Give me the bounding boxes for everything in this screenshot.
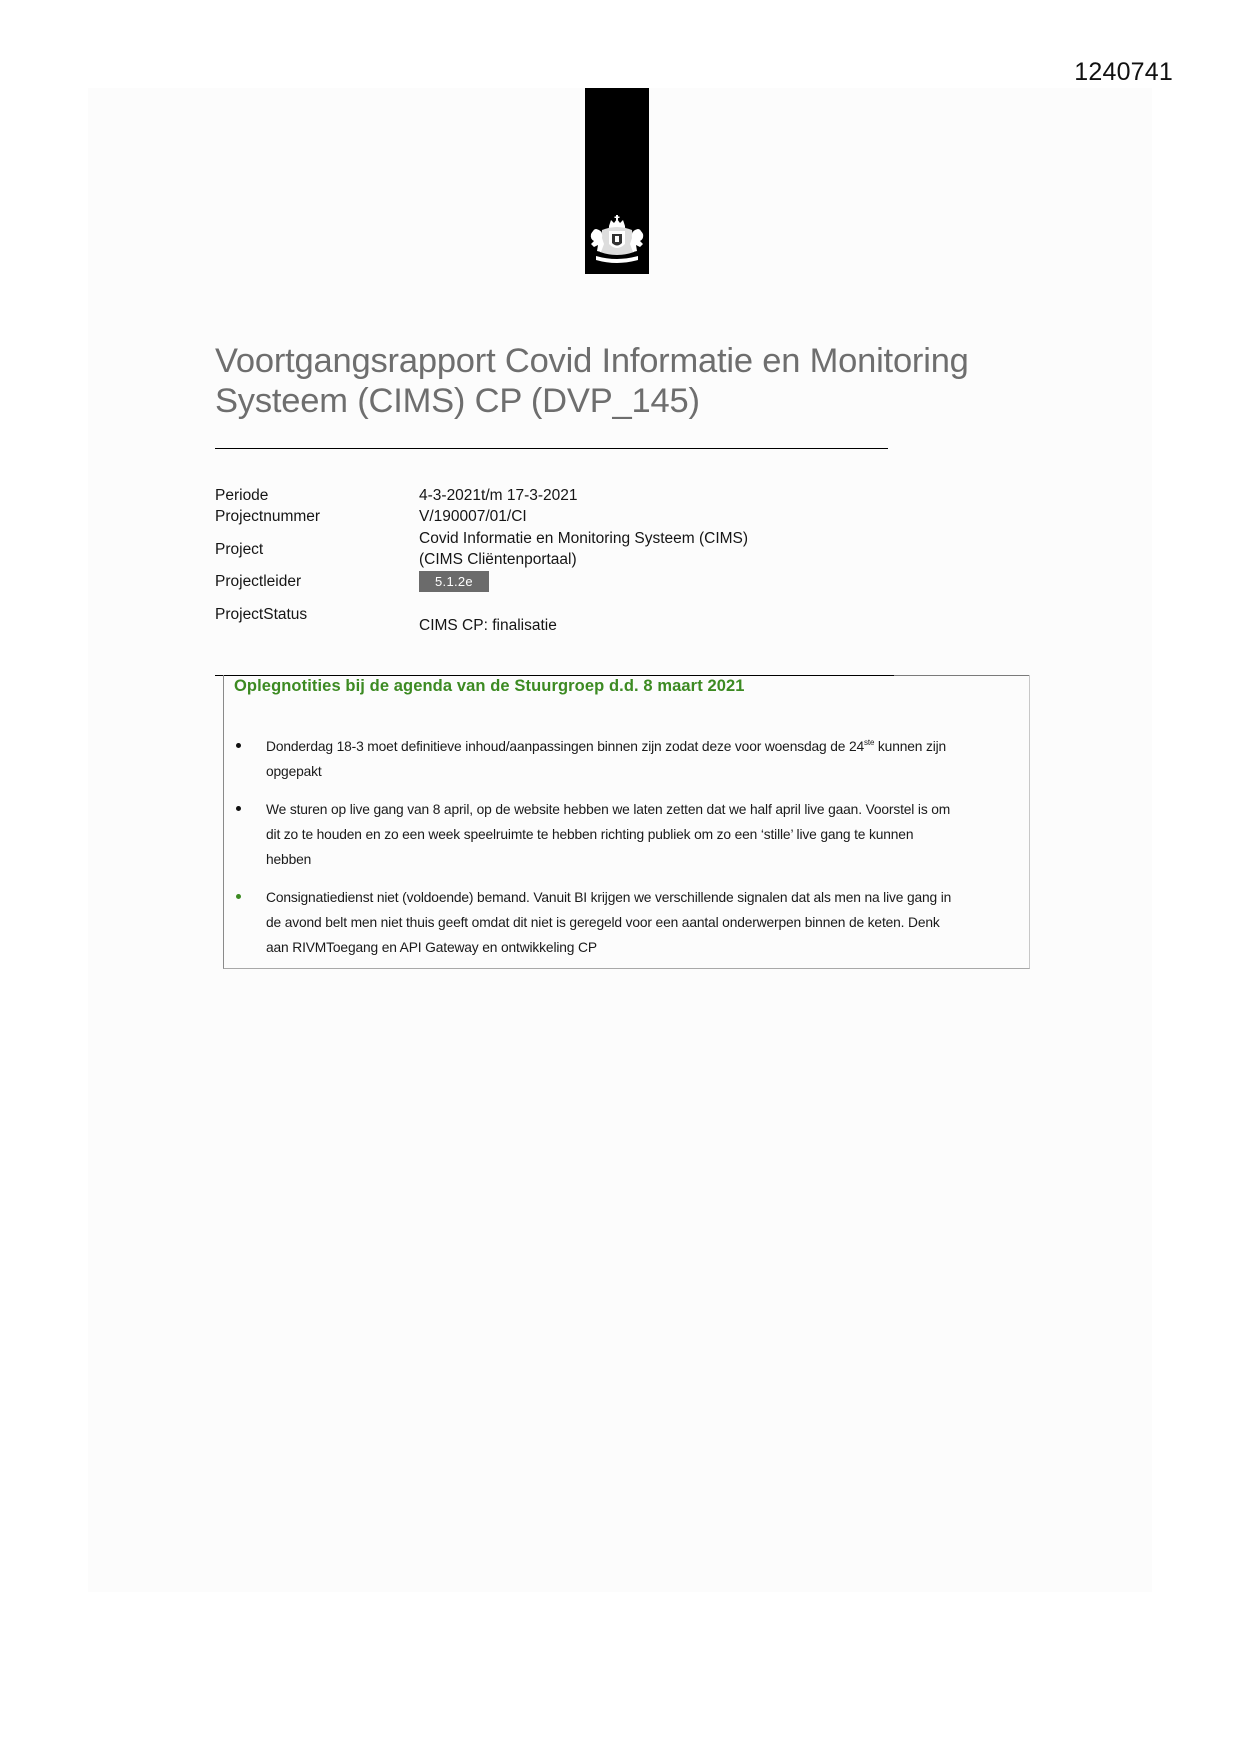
report-title (215, 341, 1035, 421)
document-number: 1240741 (1074, 58, 1173, 86)
meta-label-periode: Periode (215, 487, 269, 504)
meta-value-project-line-2: (CIMS Cliëntenportaal) (419, 551, 577, 568)
meta-label-projectnummer: Projectnummer (215, 508, 321, 525)
notes-bullet-3-text: Consignatiedienst niet (voldoende) bemand. Vanuit BI krijgen we verschillende signalen dat als men na live gang in de avond belt men niet thuis geeft omdat dit niet is geregeld voor een aantal onderwerpen binnen de keten. Denk aan RIVMToegang en API Gateway en ontwikkeling CP (266, 890, 952, 955)
meta-value-periode: 4-3-2021t/m 17-3-2021 (419, 487, 578, 504)
meta-value-projectnummer: V/190007/01/CI (419, 508, 527, 525)
meta-label-project: Project (215, 541, 264, 558)
meta-value-projectstatus: CIMS CP: finalisatie (419, 617, 557, 634)
meta-label-projectstatus: ProjectStatus (215, 606, 308, 623)
report-title-line-2: Systeem (CIMS) CP (DVP_145) (215, 382, 700, 420)
notes-bullet-2-text: We sturen op live gang van 8 april, op de website hebben we laten zetten dat we half april live gaan. Voorstel is om dit zo te houden en zo een week speelruimte te hebben richting publiek om zo een ‘stille’ live gang te kunnen hebben (266, 802, 951, 867)
bullet-icon (236, 806, 241, 811)
bullet-icon (236, 743, 241, 748)
bullet-icon-green (236, 894, 241, 899)
government-logo (585, 88, 649, 274)
title-divider (215, 448, 888, 449)
meta-label-projectleider: Projectleider (215, 573, 302, 590)
redaction-box-projectleider: 5.1.2e (419, 571, 489, 592)
notes-heading: Oplegnotities bij de agenda van de Stuurgroep d.d. 8 maart 2021 (234, 677, 745, 695)
report-title-line-1: Voortgangsrapport Covid Informatie en Monitoring (215, 342, 969, 380)
coat-of-arms-icon (588, 214, 646, 266)
meta-value-project-line-1: Covid Informatie en Monitoring Systeem (CIMS) (419, 530, 749, 547)
notes-bullet-1-text: Donderdag 18-3 moet definitieve inhoud/aanpassingen binnen zijn zodat deze voor woensdag de 24ste kunnen zijn opgepakt (266, 738, 947, 779)
